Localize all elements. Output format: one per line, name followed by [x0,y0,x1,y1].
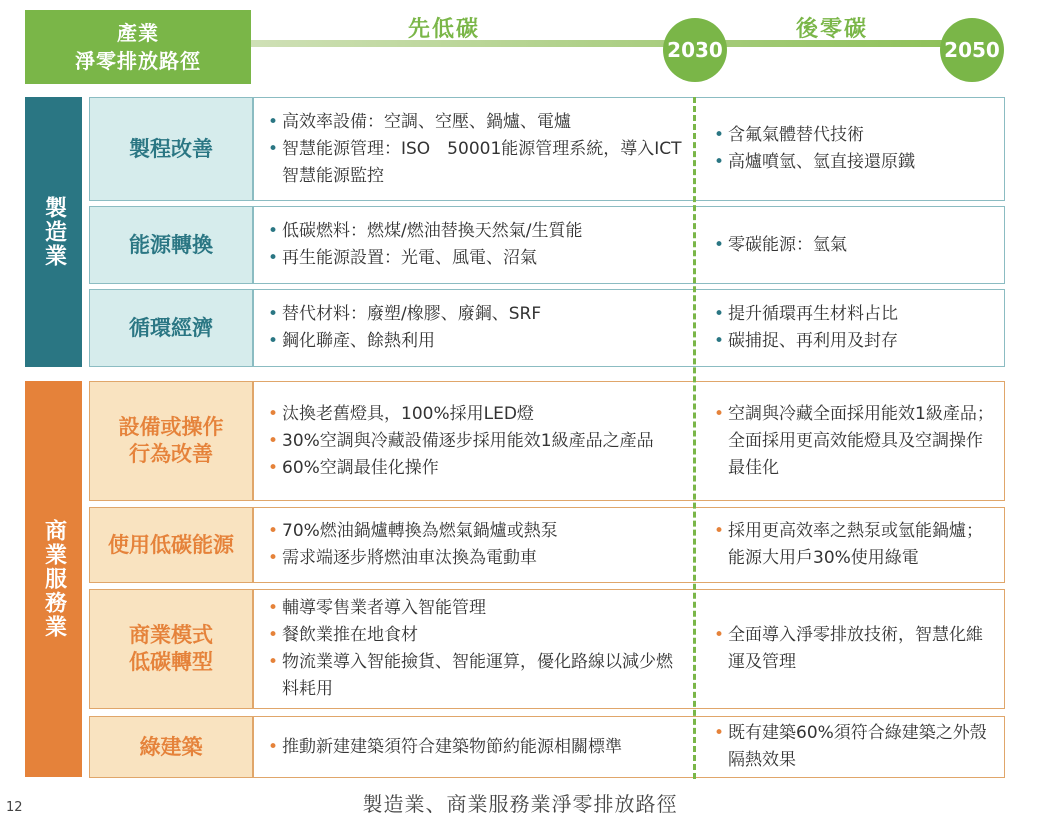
year-2050-badge: 2050 [940,18,1004,82]
row-content [253,381,1005,501]
row-equipment-behavior [89,381,1005,501]
row-content [253,206,1005,284]
category-label: 製程改善 [89,97,253,201]
list-item: • 70%燃油鍋爐轉換為燃氣鍋爐或熱泵 [268,518,688,545]
section-manufacturing [25,97,82,367]
list-item: • 碳捕捉、再利用及封存 [714,328,999,355]
list-item: • 含氟氣體替代技術 [714,122,999,149]
row-content [253,97,1005,201]
list-item: • 30%空調與冷藏設備逐步採用能效1級產品之產品 [268,428,688,455]
pathway-header-box [25,10,251,84]
list-item: • 採用更高效率之熱泵或氫能鍋爐；能源大用戶30%使用綠電 [714,518,999,572]
list-item: • 再生能源設置：光電、風電、沼氣 [268,245,688,272]
list-item: • 物流業導入智能撿貨、智能運算，優化路線以減少燃料耗用 [268,649,688,703]
list-item: • 低碳燃料：燃煤/燃油替換天然氣/生質能 [268,218,688,245]
row-process-improvement [89,97,1005,201]
list-item: • 鋼化聯產、餘熱利用 [268,328,688,355]
list-item: • 高效率設備：空調、空壓、鍋爐、電爐 [268,109,688,136]
list-item: • 需求端逐步將燃油車汰換為電動車 [268,545,688,572]
section-manufacturing-label: 製造業 [41,196,67,268]
list-item: • 高爐噴氫、氫直接還原鐵 [714,149,999,176]
year-2030-badge: 2030 [663,18,727,82]
row-content [253,289,1005,367]
row-circular-economy [89,289,1005,367]
page-number: 12 [6,800,23,815]
category-label: 綠建築 [89,716,253,778]
list-item: • 汰換老舊燈具，100%採用LED燈 [268,401,688,428]
row-content [253,507,1005,583]
figure-caption: 製造業、商業服務業淨零排放路徑 [362,792,678,816]
list-item: • 空調與冷藏全面採用能效1級產品；全面採用更高效能燈具及空調操作最佳化 [714,401,999,482]
section-services-label: 商業服務業 [41,519,67,639]
year-2030-divider [693,97,696,779]
list-item: • 替代材料：廢塑/橡膠、廢鋼、SRF [268,301,688,328]
row-content [253,716,1005,778]
row-green-building [89,716,1005,778]
list-item: • 60%空調最佳化操作 [268,455,688,482]
phase-zero-carbon: 後零碳 [796,17,869,42]
list-item: • 全面導入淨零排放技術，智慧化維運及管理 [714,622,999,676]
list-item: • 智慧能源管理：ISO 50001能源管理系統，導入ICT智慧能源監控 [268,136,688,190]
header-title-line2: 淨零排放路徑 [75,49,201,73]
row-business-model [89,589,1005,709]
list-item: • 既有建築60%須符合綠建築之外殼隔熱效果 [714,720,999,774]
category-label: 能源轉換 [89,206,253,284]
header-title-line1: 產業 [117,21,159,45]
list-item: • 零碳能源：氫氣 [714,232,999,259]
row-low-carbon-energy [89,507,1005,583]
list-item: • 推動新建建築須符合建築物節約能源相關標準 [268,734,688,761]
category-label: 設備或操作行為改善 [89,381,253,501]
row-energy-conversion [89,206,1005,284]
section-services [25,381,82,777]
category-label: 商業模式低碳轉型 [89,589,253,709]
phase-low-carbon: 先低碳 [408,17,481,42]
list-item: • 餐飲業推在地食材 [268,622,688,649]
list-item: • 提升循環再生材料占比 [714,301,999,328]
category-label: 使用低碳能源 [89,507,253,583]
list-item: • 輔導零售業者導入智能管理 [268,595,688,622]
row-content [253,589,1005,709]
category-label: 循環經濟 [89,289,253,367]
